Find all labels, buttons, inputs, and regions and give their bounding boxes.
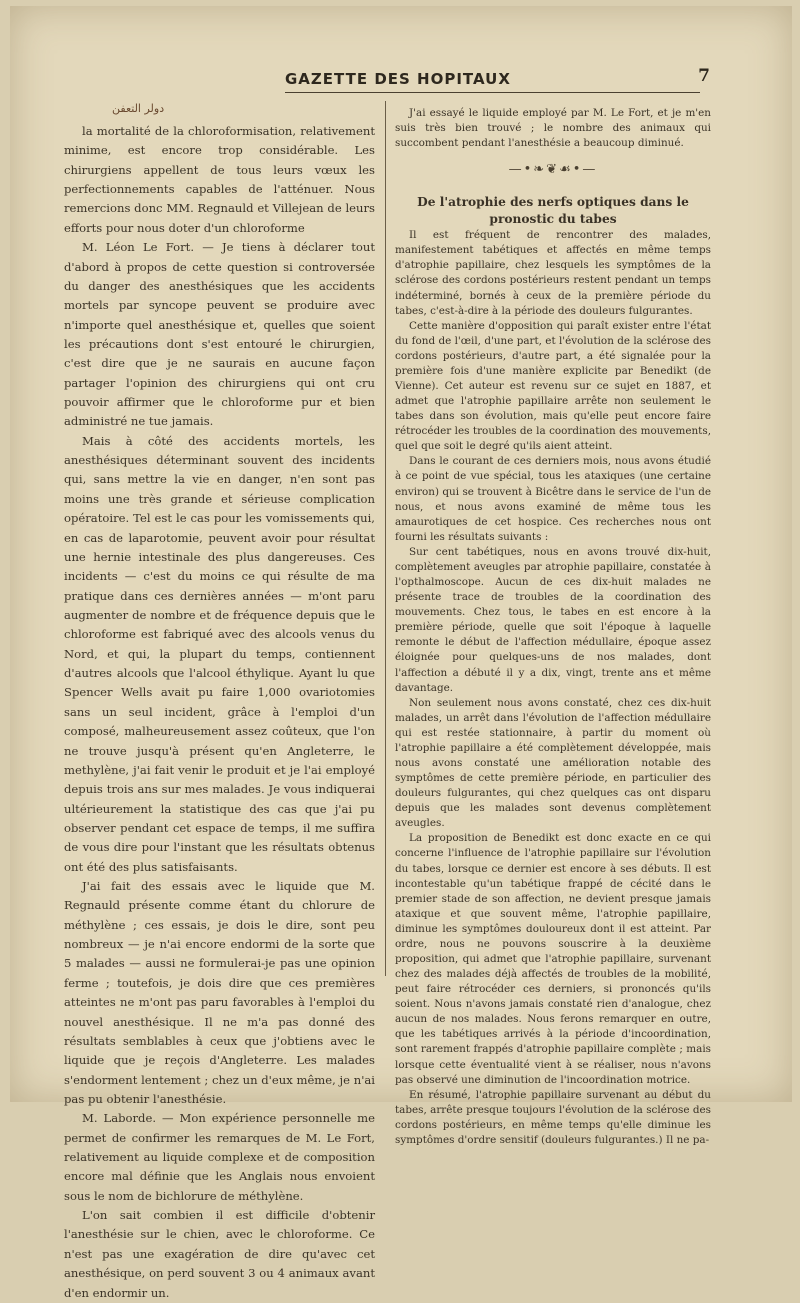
header-rule xyxy=(285,92,700,93)
paragraph: Mais à côté des accidents mortels, les anesthésiques déterminant souvent des incidents qui, sans mettre la vie en danger, n'en sont pas moins une très grande et sérieuse complication opératoire. Tel est le cas pour les vomissements qui, en cas de laparotomie, peuvent avoir pour résultat une hernie intestinale des plus dangereuses. Ces incidents — c'est du moins ce qui résulte de ma pratique dans ces dernières années — m'ont paru augmenter de nombre et de fréquence depuis que le chloroforme est fabriqué avec des alcools venus du Nord, et qui, la plupart du temps, contiennent d'autres alcools que l'alcool éthylique. Ayant lu que Spencer Wells avait pu faire 1,000 ovariotomies sans un seul incident, grâce à l'emploi d'un composé, malheureusement assez coûteux, que l'on ne trouve jusqu'à présent qu'en Angleterre, le methylène, j'ai fait venir le produit et je l'ai employé depuis trois ans sur mes malades. Je vous indiquerai ultérieurement la statistique des cas que j'ai pu observer pendant cet espace de temps, il me suffira de vous dire pour l'instant que les résultats obtenus ont été des plus satisfaisants. xyxy=(64,433,375,874)
paragraph: M. Léon Le Fort. — Je tiens à déclarer tout d'abord à propos de cette question si controversée du danger des anesthésiques que les accidents mortels par syncope peuvent se produire avec n'importe quel anesthésique et, quelles que soient les précautions dont s'est entouré le chirurgien, c'est dire que je ne saurais en aucune façon partager l'opinion des chirurgiens qui ont cru pouvoir affirmer que le chloroforme pur et bien administré ne tue jamais. xyxy=(64,240,375,429)
column-separator xyxy=(385,101,386,976)
paragraph: J'ai fait des essais avec le liquide que M. Regnauld présente comme étant du chlorure de méthylène ; ces essais, je dois le dire, sont peu nombreux — je n'ai encore endormi de la sorte que 5 malades — aussi ne formulerai-je pas une opinion ferme ; toutefois, je dois dire que ces premières atteintes ne m'ont pas paru favorables à l'emploi du nouvel anesthésique. Il ne m'a pas donné des résultats semblables à ceux que j'obtiens avec le liquide que je reçois d'Angleterre. Les malades s'endorment lentement ; chez un d'eux même, je n'ai pas pu obtenir l'anesthésie. xyxy=(64,879,375,1106)
paragraph: Sur cent tabétiques, nous en avons trouvé dix-huit, complètement aveugles par atrophie papillaire, constatée à l'opthalmoscope. Aucun de ces dix-huit malades ne présente trace de troubles de la coordination des mouvements. Chez tous, le tabes en est encore à la première période, quelle que soit l'époque à laquelle remonte le début de l'affection médullaire, époque assez éloignée pour quelques-uns de nos malades, dont l'affection a débuté il y a dix, vingt, trente ans et même davantage. xyxy=(395,545,711,694)
paragraph: En résumé, l'atrophie papillaire survenant au début du tabes, arrête presque toujours l'évolution de la sclérose des cordons postérieurs, en même temps qu'elle diminue les symptômes d'ordre sensitif (douleurs fulgurantes.) Il ne pa- xyxy=(395,1088,711,1146)
ornament-divider: —•❧❦☙•— xyxy=(508,162,598,178)
paragraph: Cette manière d'opposition qui paraît exister entre l'état du fond de l'œil, d'une part, et l'évolution de la sclérose des cordons postérieurs, d'autre part, a été signalée pour la première fois d'une manière explicite par Benedikt (de Vienne). Cet auteur est revenu sur ce sujet en 1887, et admet que l'atrophie papillaire arrête non seulement le tabes dans son évolution, mais qu'elle peut encore faire rétrocéder les troubles de la coordination des mouvements, quel que soit le degré qu'ils aient atteint. xyxy=(395,319,711,453)
handwritten-marginalia: دولر التعفن xyxy=(112,102,165,115)
paragraph: Non seulement nous avons constaté, chez ces dix-huit malades, un arrêt dans l'évolution de l'affection médullaire qui est restée stationnaire, à partir du moment où l'atrophie papillaire a été complètement développée, mais nous avons constaté une amélioration notable des symptômes de cette première période, en particulier des douleurs fulgurantes, qui chez quelques cas ont disparu depuis que les malades sont devenus complètement aveugles. xyxy=(395,696,711,830)
article-title: De l'atrophie des nerfs optiques dans le pronostic du tabes xyxy=(417,195,689,227)
paragraph: Dans le courant de ces derniers mois, nous avons étudié à ce point de vue spécial, tous les ataxiques (une certaine environ) qui se trouvent à Bicêtre dans le service de l'un de nous, et nous avons examiné de même tous les amaurotiques de cet hospice. Ces recherches nous ont fourni les résultats suivants : xyxy=(395,455,711,543)
left-column xyxy=(64,122,375,1303)
paragraph: L'on sait combien il est difficile d'obtenir l'anesthésie sur le chien, avec le chloroforme. Ce n'est pas une exagération de dire qu'avec cet anesthésique, on perd souvent 3 ou 4 animaux avant d'en endormir un. xyxy=(64,1208,375,1300)
page-number: 7 xyxy=(698,66,710,86)
paragraph: la mortalité de la chloroformisation, relativement minime, est encore trop considérable. Les chirurgiens appellent de tous leurs vœux les perfectionnements capables de l'atténuer. Nous remercions donc MM. Regnauld et Villejean de leurs efforts pour nous doter d'un chloroforme xyxy=(64,124,375,235)
page xyxy=(60,6,711,1300)
paragraph: J'ai essayé le liquide employé par M. Le Fort, et je m'en suis très bien trouvé ; le nombre des animaux qui succombent pendant l'anesthésie a beaucoup diminué. xyxy=(395,107,711,150)
masthead-title: GAZETTE DES HOPITAUX xyxy=(285,70,511,88)
right-column xyxy=(395,106,711,1148)
newspaper-sheet xyxy=(10,6,792,1300)
paragraph: La proposition de Benedikt est donc exacte en ce qui concerne l'influence de l'atrophie papillaire sur l'évolution du tabes, lorsque ce dernier est encore à ses débuts. Il est incontestable qu'un tabétique frappé de cécité dans le premier stade de son affection, ne devient presque jamais ataxique et que souvent même, l'atrophie papillaire, diminue les symptômes douloureux dont il est atteint. Par ordre, nous ne pouvons souscrire à la deuxième proposition, qui admet que l'atrophie papillaire, survenant chez des malades déjà affectés de troubles de la mobilité, peut faire rétrocéder ces derniers, si prononcés qu'ils soient. Nous n'avons jamais constaté rien d'analogue, chez aucun de nos malades. Nous ferons remarquer en outre, que les tabétiques arrivés à la période d'incoordination, sont rarement frappés d'atrophie papillaire complète ; mais lorsque cette éventualité vient à se réaliser, nous n'avons pas observé une diminution de l'incoordination motrice. xyxy=(395,832,711,1086)
paragraph: Il est fréquent de rencontrer des malades, manifestement tabétiques et affectés en même temps d'atrophie papillaire, chez lesquels les symptômes de la sclérose des cordons postérieurs restent pendant un temps indéterminé, bornés à ceux de la première période du tabes, c'est-à-dire à la période des douleurs fulgurantes. xyxy=(395,229,711,317)
paragraph: M. Laborde. — Mon expérience personnelle me permet de confirmer les remarques de M. Le Fort, relativement au liquide complexe et de composition encore mal définie que les Anglais nous envoient sous le nom de bichlorure de méthylène. xyxy=(64,1111,375,1203)
